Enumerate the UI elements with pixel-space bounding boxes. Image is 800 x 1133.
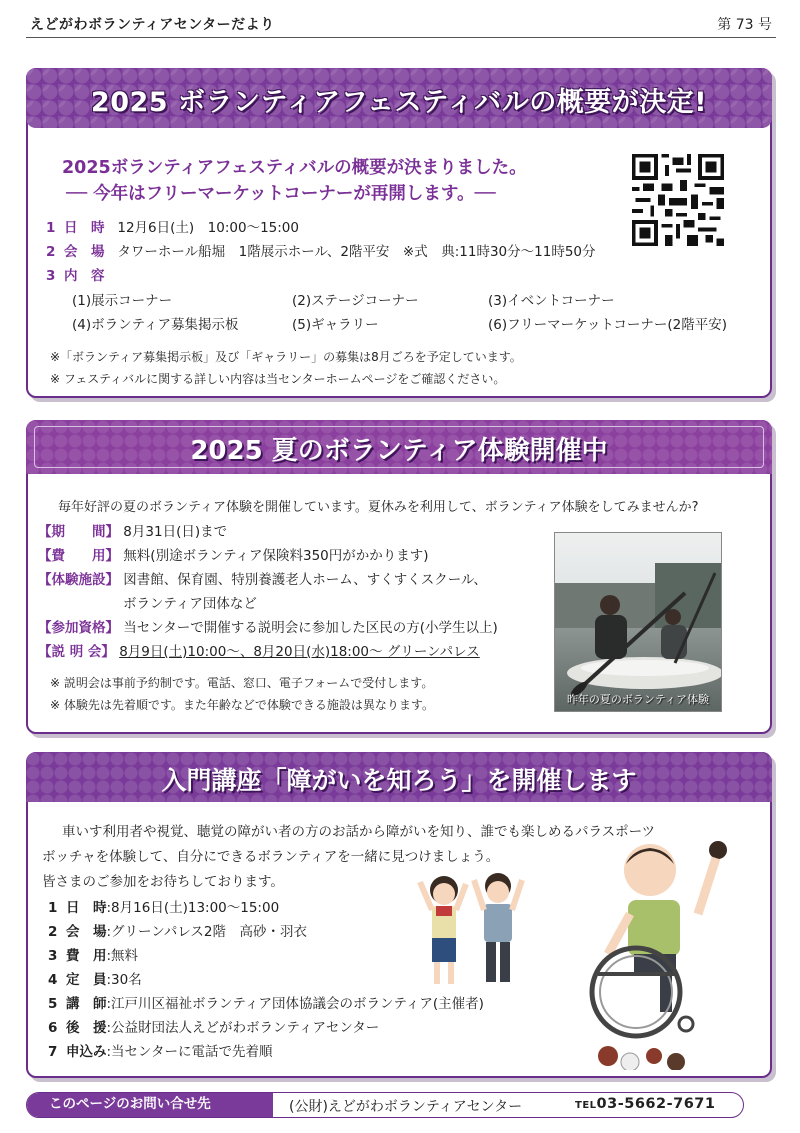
contact-phone[interactable]: TEL03-5662-7671	[575, 1096, 716, 1112]
course-item-venue: 2 会 場:グリーンパレス2階 高砂・羽衣	[48, 924, 308, 940]
festival-item-venue: 2 会 場 タワーホール船堀 1階展示ホール、2階平安 ※式 典:11時30分～11時50分	[46, 244, 596, 260]
festival-note: ※ フェスティバルに関する詳しい内容は当センターホームページをご確認ください。	[50, 372, 506, 386]
festival-section	[26, 68, 772, 398]
corner-item: (3)イベントコーナー	[488, 293, 615, 309]
course-banner	[26, 752, 772, 802]
summer-intro: 毎年好評の夏のボランティア体験を開催しています。夏休みを利用して、ボランティア体験をしてみませんか?	[58, 500, 699, 515]
festival-lead-2: ── 今年はフリーマーケットコーナーが再開します。──	[66, 184, 496, 204]
summer-item-facilities-cont: ボランティア団体など	[123, 596, 257, 612]
festival-banner	[26, 68, 772, 128]
course-item-capacity: 4 定 員:30名	[48, 972, 142, 988]
summer-note: ※ 体験先は先着順です。また年齢などで体験できる施設は異なります。	[50, 698, 434, 712]
photo-caption: 昨年の夏のボランティア体験	[566, 693, 710, 706]
cheering-people-illustration	[406, 862, 536, 992]
course-intro-3: 皆さまのご参加をお待ちしております。	[42, 874, 284, 890]
festival-item-content: 3 内 容	[46, 268, 105, 284]
summer-note: ※ 説明会は事前予約制です。電話、窓口、電子フォームで受付します。	[50, 676, 434, 690]
course-item-sponsor: 6 後 援:公益財団法人えどがわボランティアセンター	[48, 1020, 380, 1036]
course-item-date: 1 日 時:8月16日(土)13:00～15:00	[48, 900, 280, 916]
corner-item: (6)フリーマーケットコーナー(2階平安)	[488, 317, 727, 333]
course-intro-1: 車いす利用者や視覚、聴覚の障がい者の方のお話から障がいを知り、誰でも楽しめるパラスポーツ	[62, 824, 656, 840]
issue-number: 第 73 号	[717, 17, 772, 33]
festival-note: ※「ボランティア募集掲示板」及び「ギャラリー」の募集は8月ごろを予定しています。	[50, 350, 522, 364]
festival-banner-title: 2025 ボランティアフェスティバルの概要が決定!	[90, 87, 708, 118]
course-section	[26, 752, 772, 1078]
corner-item: (1)展示コーナー	[72, 293, 173, 309]
contact-label: このページのお問い合せ先	[27, 1093, 273, 1117]
festival-lead-1: 2025ボランティアフェスティバルの概要が決まりました。	[62, 158, 527, 178]
corner-item: (5)ギャラリー	[292, 317, 379, 333]
summer-item-facilities: 【体験施設】 図書館、保育園、特別養護老人ホーム、すくすくスクール、	[38, 572, 487, 588]
summer-item-cost: 【費 用】 無料(別途ボランティア保険料350円がかかります)	[38, 548, 429, 564]
contact-organization: (公財)えどがわボランティアセンター	[289, 1099, 523, 1115]
summer-item-briefing: 【説 明 会】 8月9日(土)10:00～、8月20日(水)18:00～ グリーンパレス	[38, 644, 480, 660]
summer-section	[26, 420, 772, 734]
corner-item: (2)ステージコーナー	[292, 293, 419, 309]
summer-banner-title: 2025 夏のボランティア体験開催中	[190, 436, 608, 466]
boccia-wheelchair-illustration	[568, 824, 748, 1070]
course-intro-2: ボッチャを体験して、自分にできるボランティアを一緒に見つけましょう。	[42, 849, 500, 865]
kayak-photo-image	[555, 533, 722, 712]
course-item-lecturer: 5 講 師:江戸川区福祉ボランティア団体協議会のボランティア(主催者)	[48, 996, 484, 1012]
summer-item-period: 【期 間】 8月31日(日)まで	[38, 524, 228, 540]
newsletter-title: えどがわボランティアセンターだより	[30, 17, 275, 33]
summer-banner	[26, 420, 772, 474]
corner-item: (4)ボランティア募集掲示板	[72, 317, 239, 333]
contact-footer	[26, 1092, 744, 1118]
festival-item-date: 1 日 時 12月6日(土) 10:00～15:00	[46, 220, 299, 236]
course-item-application: 7 申込み:当センターに電話で先着順	[48, 1044, 273, 1060]
kayak-photo	[554, 532, 722, 712]
page-header	[26, 8, 776, 38]
summer-item-eligibility: 【参加資格】 当センターで開催する説明会に参加した区民の方(小学生以上)	[38, 620, 498, 636]
qr-code-icon[interactable]	[632, 154, 724, 246]
course-item-cost: 3 費 用:無料	[48, 948, 139, 964]
course-banner-title: 入門講座「障がいを知ろう」を開催します	[161, 766, 637, 795]
